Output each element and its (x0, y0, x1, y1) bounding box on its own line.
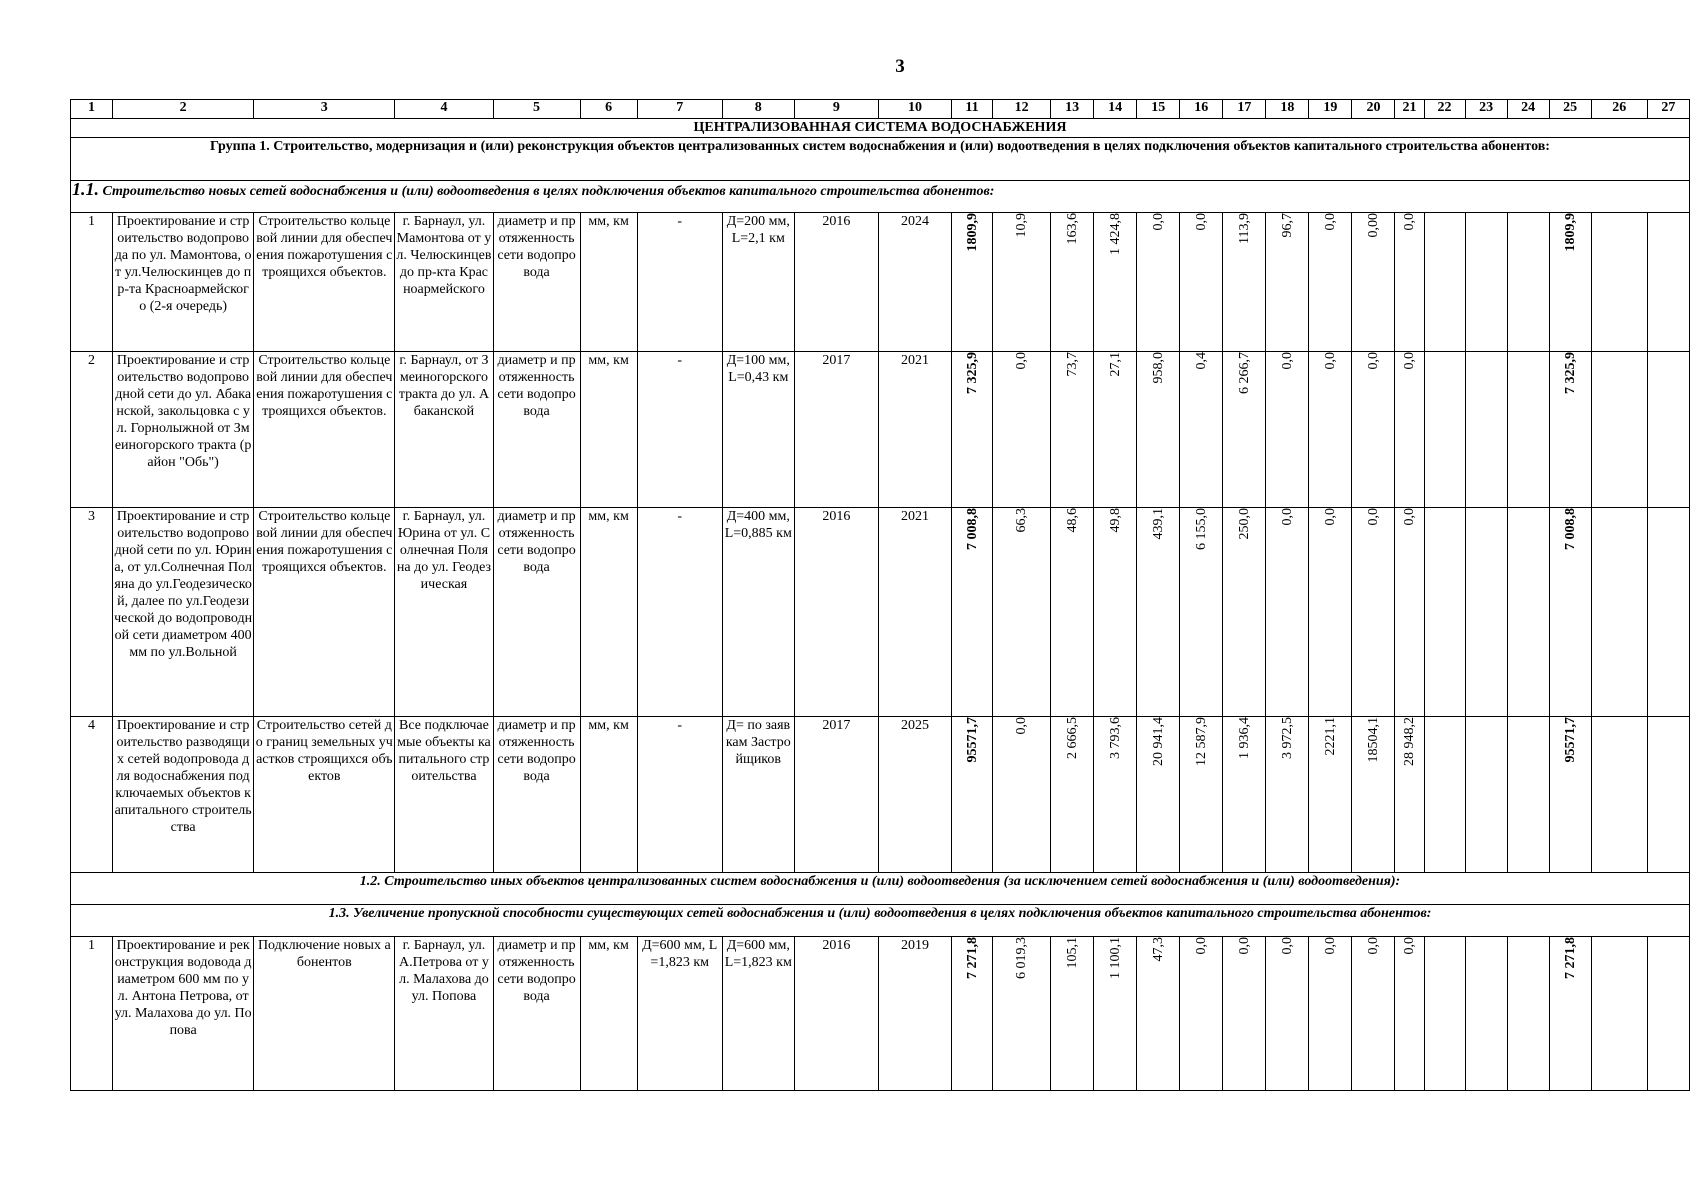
row-unit: мм, км (580, 937, 637, 1091)
cell-value: 0,0 (993, 717, 1051, 873)
cell-empty (1424, 352, 1465, 508)
row-purpose: Подключение новых абонентов (254, 937, 395, 1091)
table-row (71, 937, 1690, 1091)
cell-value: 0,0 (1180, 213, 1223, 352)
page-number: 3 (895, 56, 905, 77)
row-after: Д=200 мм, L=2,1 км (722, 213, 794, 352)
row-after: Д=600 мм, L=1,823 км (722, 937, 794, 1091)
row-before: - (637, 213, 722, 352)
row-end-year: 2021 (878, 352, 951, 508)
row-name: Проектирование и строительство разводящих сетей водопровода для водоснабжения подключаемых объектов капитального строительства (113, 717, 254, 873)
cell-empty (1424, 937, 1465, 1091)
cell-value: 6 155,0 (1180, 508, 1223, 717)
row-location: г. Барнаул, ул. Мамонтова от ул. Челюскинцев до пр-кта Красноармейского (395, 213, 493, 352)
cell-total: 7 008,8 (952, 508, 993, 717)
cell-value: 0,0 (1309, 937, 1352, 1091)
row-location: г. Барнаул, ул. Юрина от ул. Солнечная Поляна до ул. Геодезическая (395, 508, 493, 717)
cell-value: 0,0 (1352, 937, 1395, 1091)
cell-total-25: 7 008,8 (1549, 508, 1591, 717)
col-number: 7 (637, 100, 722, 119)
cell-value: 0,0 (1309, 508, 1352, 717)
cell-value: 105,1 (1051, 937, 1094, 1091)
cell-value: 2 666,5 (1051, 717, 1094, 873)
row-name: Проектирование и строительство водопроводной сети по ул. Юрина, от ул.Солнечная Поляна до ул.Геодезической, далее по ул.Геодезической до водопроводной сети диаметром 400 мм по ул.Вольной (113, 508, 254, 717)
cell-empty (1507, 937, 1549, 1091)
row-start-year: 2016 (794, 213, 878, 352)
cell-value: 0,0 (1266, 937, 1309, 1091)
row-unit: мм, км (580, 352, 637, 508)
cell-value: 1 936,4 (1223, 717, 1266, 873)
col-number: 10 (878, 100, 951, 119)
cell-empty (1465, 508, 1507, 717)
row-number: 4 (71, 717, 113, 873)
cell-value: 0,0 (1266, 352, 1309, 508)
col-number: 23 (1465, 100, 1507, 119)
cell-empty (1507, 508, 1549, 717)
col-number: 18 (1266, 100, 1309, 119)
cell-value: 0,0 (1223, 937, 1266, 1091)
row-location: г. Барнаул, от Змеиногорского тракта до ул. Абаканской (395, 352, 493, 508)
row-after: Д= по заявкам Застройщиков (722, 717, 794, 873)
cell-empty (1647, 508, 1689, 717)
cell-value: 0,0 (1395, 937, 1424, 1091)
cell-value: 20 941,4 (1137, 717, 1180, 873)
cell-value: 6 266,7 (1223, 352, 1266, 508)
cell-value: 0,00 (1352, 213, 1395, 352)
cell-value: 0,0 (1395, 213, 1424, 352)
cell-total: 7 325,9 (952, 352, 993, 508)
cell-value: 66,3 (993, 508, 1051, 717)
cell-value: 0,0 (1180, 937, 1223, 1091)
col-number: 2 (113, 100, 254, 119)
cell-empty (1465, 717, 1507, 873)
row-after: Д=400 мм, L=0,885 км (722, 508, 794, 717)
cell-empty (1507, 213, 1549, 352)
cell-empty (1591, 508, 1647, 717)
row-name: Проектирование и строительство водопровода по ул. Мамонтова, от ул.Челюскинцев до пр-та Красноармейского (2-я очередь) (113, 213, 254, 352)
row-param: диаметр и протяженность сети водопровода (493, 352, 580, 508)
row-before: - (637, 508, 722, 717)
col-number: 5 (493, 100, 580, 119)
col-number: 26 (1591, 100, 1647, 119)
row-param: диаметр и протяженность сети водопровода (493, 508, 580, 717)
col-number: 16 (1180, 100, 1223, 119)
row-purpose: Строительство кольцевой линии для обеспечения пожаротушения строящихся объектов. (254, 508, 395, 717)
cell-empty (1591, 717, 1647, 873)
table-title: ЦЕНТРАЛИЗОВАННАЯ СИСТЕМА ВОДОСНАБЖЕНИЯ (71, 119, 1690, 138)
cell-empty (1465, 213, 1507, 352)
cell-value: 958,0 (1137, 352, 1180, 508)
cell-empty (1424, 717, 1465, 873)
cell-total-25: 7 325,9 (1549, 352, 1591, 508)
cell-empty (1647, 937, 1689, 1091)
row-param: диаметр и протяженность сети водопровода (493, 717, 580, 873)
col-number: 22 (1424, 100, 1465, 119)
cell-total: 95571,7 (952, 717, 993, 873)
row-name: Проектирование и реконструкция водовода диаметром 600 мм по ул. Антона Петрова, от ул. Малахова до ул. Попова (113, 937, 254, 1091)
cell-value: 0,0 (1352, 508, 1395, 717)
section-1-1-heading (71, 181, 1690, 213)
row-unit: мм, км (580, 213, 637, 352)
col-number: 1 (71, 100, 113, 119)
group-row (71, 138, 1690, 181)
col-number: 14 (1094, 100, 1137, 119)
cell-empty (1465, 352, 1507, 508)
cell-value: 163,6 (1051, 213, 1094, 352)
row-param: диаметр и протяженность сети водопровода (493, 937, 580, 1091)
section-row (71, 181, 1690, 213)
row-unit: мм, км (580, 717, 637, 873)
row-before: - (637, 352, 722, 508)
row-purpose: Строительство сетей до границ земельных участков строящихся объектов (254, 717, 395, 873)
row-purpose: Строительство кольцевой линии для обеспечения пожаротушения строящихся объектов. (254, 213, 395, 352)
cell-value: 12 587,9 (1180, 717, 1223, 873)
col-number: 9 (794, 100, 878, 119)
cell-empty (1465, 937, 1507, 1091)
cell-value: 96,7 (1266, 213, 1309, 352)
cell-value: 0,0 (1395, 352, 1424, 508)
cell-value: 439,1 (1137, 508, 1180, 717)
row-number: 2 (71, 352, 113, 508)
cell-value: 49,8 (1094, 508, 1137, 717)
col-number: 8 (722, 100, 794, 119)
cell-value: 0,0 (1309, 352, 1352, 508)
section-text: Строительство новых сетей водоснабжения и (или) водоотведения в целях подключения объектов капитального строительства абонентов: (102, 184, 995, 199)
row-end-year: 2019 (878, 937, 951, 1091)
cell-value: 27,1 (1094, 352, 1137, 508)
row-number: 1 (71, 213, 113, 352)
row-start-year: 2017 (794, 717, 878, 873)
cell-value: 0,0 (1137, 213, 1180, 352)
col-number: 21 (1395, 100, 1424, 119)
cell-value: 3 972,5 (1266, 717, 1309, 873)
cell-empty (1424, 508, 1465, 717)
cell-value: 3 793,6 (1094, 717, 1137, 873)
cell-value: 0,0 (1266, 508, 1309, 717)
row-location: г. Барнаул, ул. А.Петрова от ул. Малахова до ул. Попова (395, 937, 493, 1091)
cell-value: 18504,1 (1352, 717, 1395, 873)
row-location: Все подключаемые объекты капитального строительства (395, 717, 493, 873)
group-1-heading: Группа 1. Строительство, модернизация и (или) реконструкция объектов централизованных систем водоснабжения и (или) водоотведения в целях подключения объектов капитального строительства абонентов: (71, 138, 1690, 181)
investment-program-table (70, 99, 1690, 1091)
cell-value: 0,0 (1352, 352, 1395, 508)
table-row (71, 213, 1690, 352)
row-start-year: 2017 (794, 352, 878, 508)
row-number: 3 (71, 508, 113, 717)
col-number: 24 (1507, 100, 1549, 119)
col-number: 6 (580, 100, 637, 119)
section-number: 1.1. (72, 180, 99, 199)
table-row (71, 717, 1690, 873)
cell-empty (1647, 717, 1689, 873)
cell-value: 0,4 (1180, 352, 1223, 508)
cell-empty (1424, 213, 1465, 352)
cell-value: 113,9 (1223, 213, 1266, 352)
col-number: 11 (952, 100, 993, 119)
section-row (71, 873, 1690, 905)
row-after: Д=100 мм, L=0,43 км (722, 352, 794, 508)
row-start-year: 2016 (794, 937, 878, 1091)
col-number: 27 (1647, 100, 1689, 119)
column-number-row (71, 100, 1690, 119)
col-number: 3 (254, 100, 395, 119)
col-number: 19 (1309, 100, 1352, 119)
row-end-year: 2025 (878, 717, 951, 873)
section-1-3-heading: 1.3. Увеличение пропускной способности существующих сетей водоснабжения и (или) водоотведения в целях подключения объектов капитального строительства абонентов: (71, 905, 1690, 937)
col-number: 17 (1223, 100, 1266, 119)
cell-value: 1 424,8 (1094, 213, 1137, 352)
cell-value: 1 100,1 (1094, 937, 1137, 1091)
cell-empty (1647, 352, 1689, 508)
cell-value: 0,0 (1309, 213, 1352, 352)
cell-value: 48,6 (1051, 508, 1094, 717)
row-before: Д=600 мм, L=1,823 км (637, 937, 722, 1091)
cell-value: 0,0 (993, 352, 1051, 508)
cell-empty (1507, 717, 1549, 873)
col-number: 13 (1051, 100, 1094, 119)
title-row (71, 119, 1690, 138)
cell-value: 47,3 (1137, 937, 1180, 1091)
row-start-year: 2016 (794, 508, 878, 717)
cell-empty (1647, 213, 1689, 352)
row-name: Проектирование и строительство водопроводной сети до ул. Абаканской, закольцовка с ул. Горнолыжной от Змеиногорского тракта (район "Обь") (113, 352, 254, 508)
cell-total-25: 95571,7 (1549, 717, 1591, 873)
cell-empty (1591, 213, 1647, 352)
row-number: 1 (71, 937, 113, 1091)
table-row (71, 352, 1690, 508)
row-purpose: Строительство кольцевой линии для обеспечения пожаротушения строящихся объектов. (254, 352, 395, 508)
cell-total-25: 7 271,8 (1549, 937, 1591, 1091)
cell-empty (1591, 937, 1647, 1091)
col-number: 12 (993, 100, 1051, 119)
cell-total-25: 1809,9 (1549, 213, 1591, 352)
row-before: - (637, 717, 722, 873)
cell-value: 2221,1 (1309, 717, 1352, 873)
table-row (71, 508, 1690, 717)
cell-value: 28 948,2 (1395, 717, 1424, 873)
col-number: 20 (1352, 100, 1395, 119)
cell-value: 10,9 (993, 213, 1051, 352)
row-unit: мм, км (580, 508, 637, 717)
row-end-year: 2021 (878, 508, 951, 717)
col-number: 25 (1549, 100, 1591, 119)
row-param: диаметр и протяженность сети водопровода (493, 213, 580, 352)
cell-total: 1809,9 (952, 213, 993, 352)
col-number: 15 (1137, 100, 1180, 119)
cell-value: 6 019,3 (993, 937, 1051, 1091)
cell-value: 250,0 (1223, 508, 1266, 717)
cell-empty (1591, 352, 1647, 508)
cell-total: 7 271,8 (952, 937, 993, 1091)
row-end-year: 2024 (878, 213, 951, 352)
cell-value: 73,7 (1051, 352, 1094, 508)
section-row (71, 905, 1690, 937)
cell-empty (1507, 352, 1549, 508)
cell-value: 0,0 (1395, 508, 1424, 717)
section-1-2-heading: 1.2. Строительство иных объектов централизованных систем водоснабжения и (или) водоотведения (за исключением сетей водоснабжения и (или) водоотведения): (71, 873, 1690, 905)
col-number: 4 (395, 100, 493, 119)
